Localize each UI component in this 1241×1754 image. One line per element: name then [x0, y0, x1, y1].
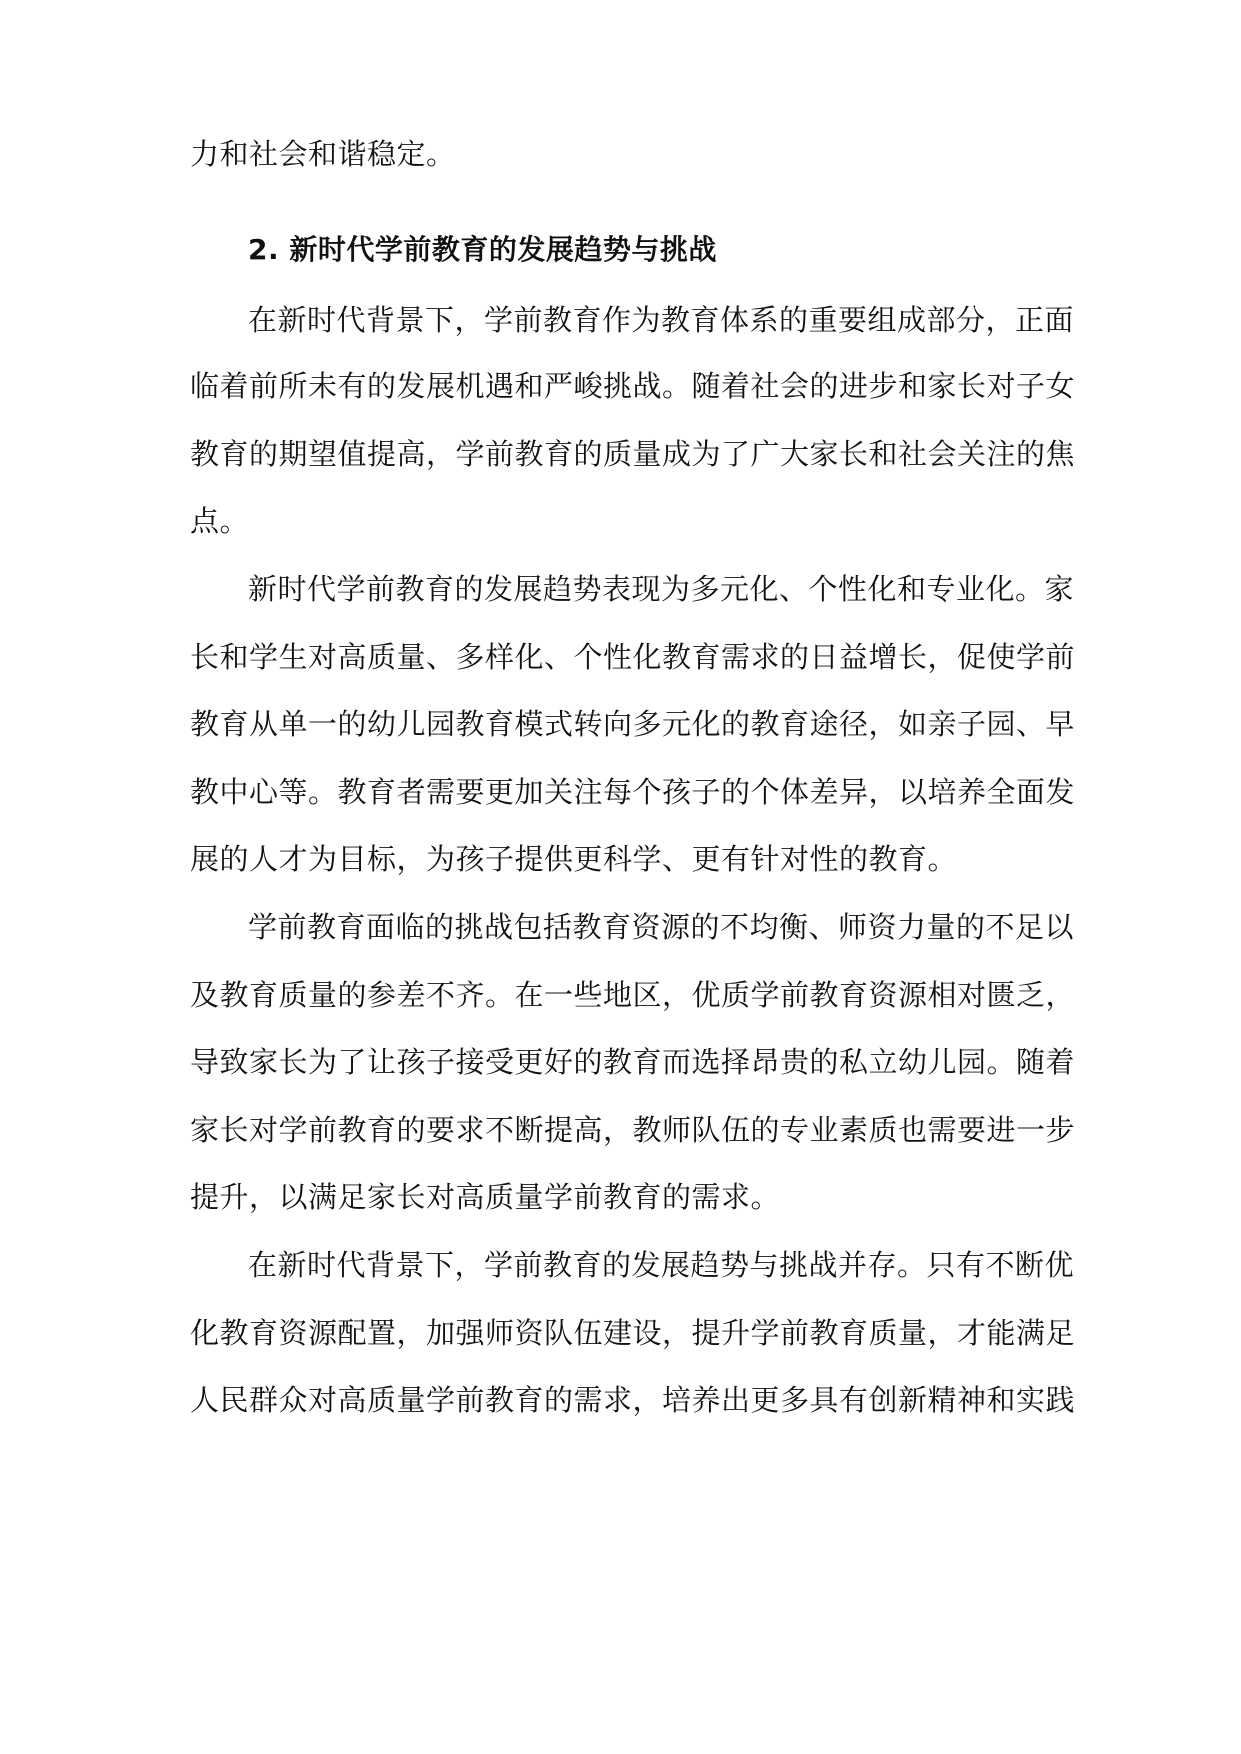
paragraph-line: 提升，以满足家长对高质量学前教育的需求。	[190, 1180, 781, 1214]
section-heading: 2. 新时代学前教育的发展趋势与挑战	[248, 233, 717, 266]
paragraph-line: 长和学生对高质量、多样化、个性化教育需求的日益增长，促使学前	[190, 640, 1076, 674]
paragraph-line: 学前教育面临的挑战包括教育资源的不均衡、师资力量的不足以	[248, 910, 1075, 944]
paragraph-line: 展的人才为目标，为孩子提供更科学、更有针对性的教育。	[190, 842, 958, 876]
paragraph-line: 家长对学前教育的要求不断提高，教师队伍的专业素质也需要进一步	[190, 1113, 1076, 1147]
paragraph-line: 临着前所未有的发展机遇和严峻挑战。随着社会的进步和家长对子女	[190, 369, 1076, 403]
paragraph-line: 化教育资源配置，加强师资队伍建设，提升学前教育质量，才能满足	[190, 1316, 1076, 1350]
paragraph-line: 及教育质量的参差不齐。在一些地区，优质学前教育资源相对匮乏，	[190, 978, 1076, 1012]
paragraph-line: 力和社会和谐稳定。	[190, 137, 456, 171]
paragraph-line: 新时代学前教育的发展趋势表现为多元化、个性化和专业化。家	[248, 572, 1075, 606]
paragraph-line: 教中心等。教育者需要更加关注每个孩子的个体差异，以培养全面发	[190, 775, 1076, 809]
paragraph-line: 人民群众对高质量学前教育的需求，培养出更多具有创新精神和实践	[190, 1383, 1076, 1417]
paragraph-line: 在新时代背景下，学前教育的发展趋势与挑战并存。只有不断优	[248, 1248, 1075, 1282]
paragraph-line: 在新时代背景下，学前教育作为教育体系的重要组成部分，正面	[248, 303, 1075, 337]
paragraph-line: 点。	[190, 504, 250, 538]
paragraph-line: 教育的期望值提高，学前教育的质量成为了广大家长和社会关注的焦	[190, 437, 1076, 471]
paragraph-line: 导致家长为了让孩子接受更好的教育而选择昂贵的私立幼儿园。随着	[190, 1045, 1076, 1079]
paragraph-line: 教育从单一的幼儿园教育模式转向多元化的教育途径，如亲子园、早	[190, 707, 1076, 741]
